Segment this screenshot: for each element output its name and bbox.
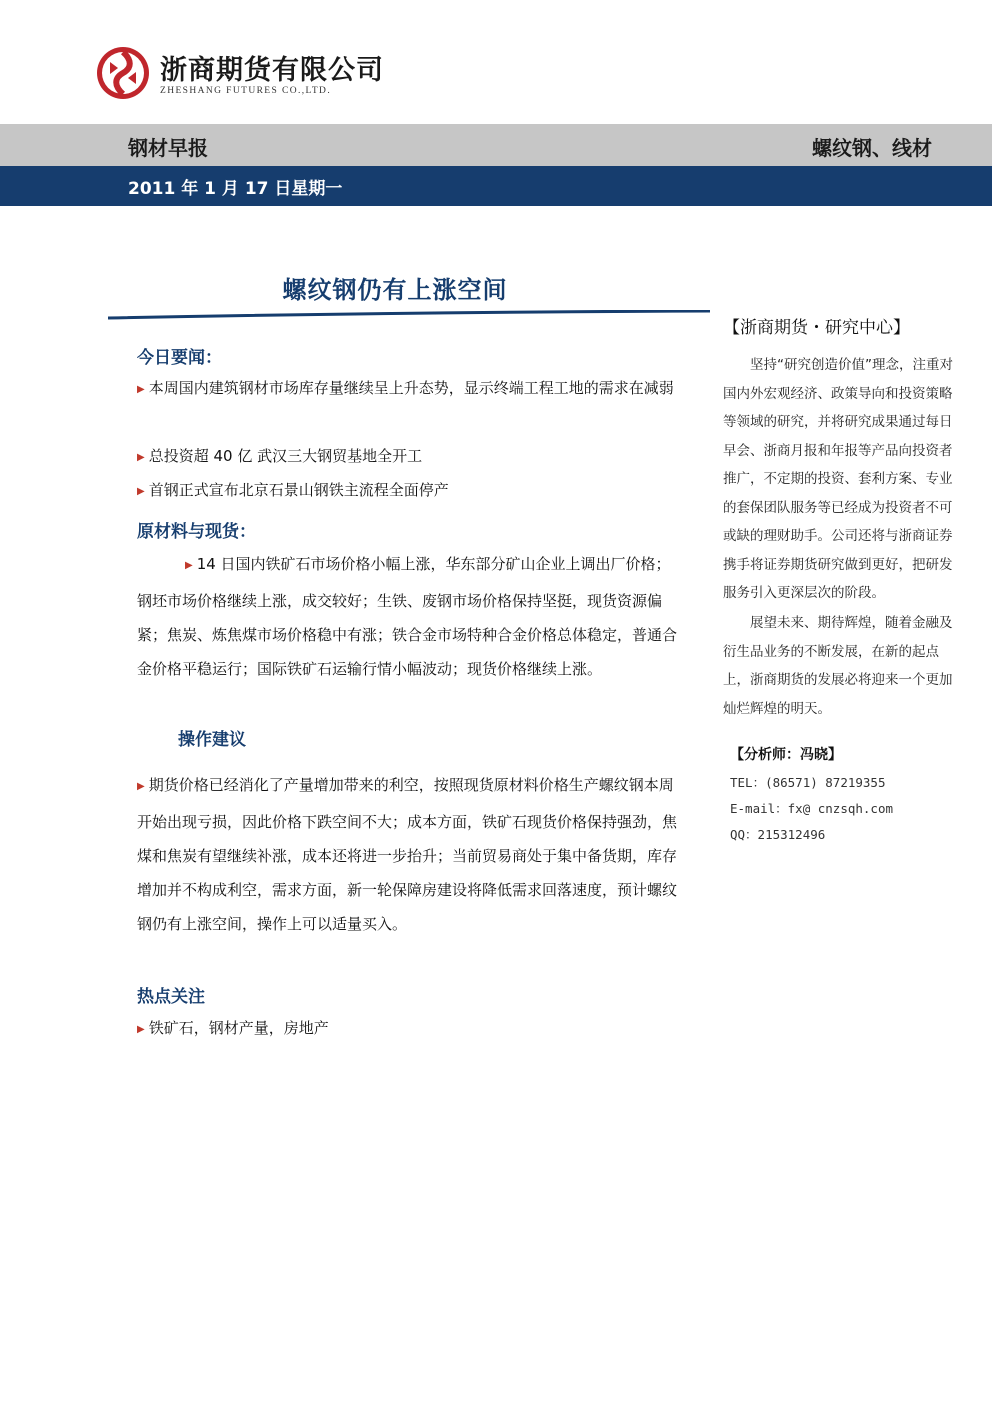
report-type: 钢材早报 [128,136,208,160]
analyst-qq: QQ：215312496 [730,827,826,842]
news-item [137,371,685,408]
bullet-arrow-icon: ▶ [137,384,145,395]
news-item [137,439,685,476]
hot-topics-heading: 热点关注 [137,987,205,1007]
raw-materials-text: 14 日国内铁矿石市场价格小幅上涨，华东部分矿山企业上调出厂价格；钢坯市场价格继续上涨，成交较好；生铁、废钢市场价格保持坚挺，现货资源偏紧；焦炭、炼焦煤市场价格稳中有涨；铁合金市场特种合金价格总体稳定，普通合金价格平稳运行；国际铁矿石运输行情小幅波动；现货价格继续上涨。 [137,555,678,678]
raw-materials-paragraph [137,547,685,686]
advice-heading: 操作建议 [178,730,246,750]
company-name-cn: 浙商期货有限公司 [160,55,384,86]
news-item [137,473,685,510]
advice-text: 期货价格已经消化了产量增加带来的利空，按照现货原材料价格生产螺纹钢本周开始出现亏损，因此价格下跌空间不大；成本方面，铁矿石现货价格保持强劲，焦煤和焦炭有望继续补涨，成本还将进一步抬升；当前贸易商处于集中备货期，库存增加并不构成利空，需求方面，新一轮保障房建设将降低需求回落速度，预计螺纹钢仍有上涨空间，操作上可以适量买入。 [137,776,678,933]
news-item-text: 首钢正式宣布北京石景山钢铁主流程全面停产 [148,481,449,499]
company-emblem-icon [96,46,150,100]
hot-topics-text: 铁矿石，钢材产量，房地产 [148,1019,329,1037]
news-item-text: 总投资超 40 亿 武汉三大钢贸基地全开工 [148,447,423,465]
company-name-en: ZHESHANG FUTURES CO.,LTD. [160,86,332,96]
analyst-tel: TEL：(86571) 87219355 [730,775,886,790]
company-logo [96,44,384,104]
advice-paragraph [137,768,685,941]
report-date: 2011 年 1 月 17 日星期一 [128,179,343,199]
news-item-text: 本周国内建筑钢材市场库存量继续呈上升态势，显示终端工程工地的需求在减弱 [148,379,674,397]
research-center-title: 【浙商期货・研究中心】 [723,318,910,338]
bullet-arrow-icon: ▶ [137,452,145,463]
page-title: 螺纹钢仍有上涨空间 [282,276,508,304]
report-header-band [0,124,992,166]
hot-topics-item [137,1011,685,1048]
research-center-outlook: 展望未来、期待辉煌，随着金融及衍生品业务的不断发展，在新的起点上，浙商期货的发展必将迎来一个更加灿烂辉煌的明天。 [723,615,953,717]
bullet-arrow-icon: ▶ [137,1024,145,1035]
bullet-arrow-icon: ▶ [185,560,193,571]
title-underline [108,310,710,320]
bullet-arrow-icon: ▶ [137,781,145,792]
bullet-arrow-icon: ▶ [137,486,145,497]
analyst-name: 【分析师：冯晓】 [730,747,842,763]
analyst-email[interactable]: E-mail：fx@ cnzsqh.com [730,801,894,816]
news-heading: 今日要闻： [137,348,222,368]
raw-materials-heading: 原材料与现货： [137,522,256,542]
research-center-intro: 坚持“研究创造价值”理念，注重对国内外宏观经济、政策导向和投资策略等领域的研究，并将研究成果通过每日早会、浙商月报和年报等产品向投资者推广，不定期的投资、套利方案、专业的套保团队服务等已经成为投资者不可或缺的理财助手。公司还将与浙商证券携手将证券期货研究做到更好，把研发服务引入更深层次的阶段。 [723,357,953,601]
report-products: 螺纹钢、线材 [812,136,932,160]
date-band [0,166,992,206]
